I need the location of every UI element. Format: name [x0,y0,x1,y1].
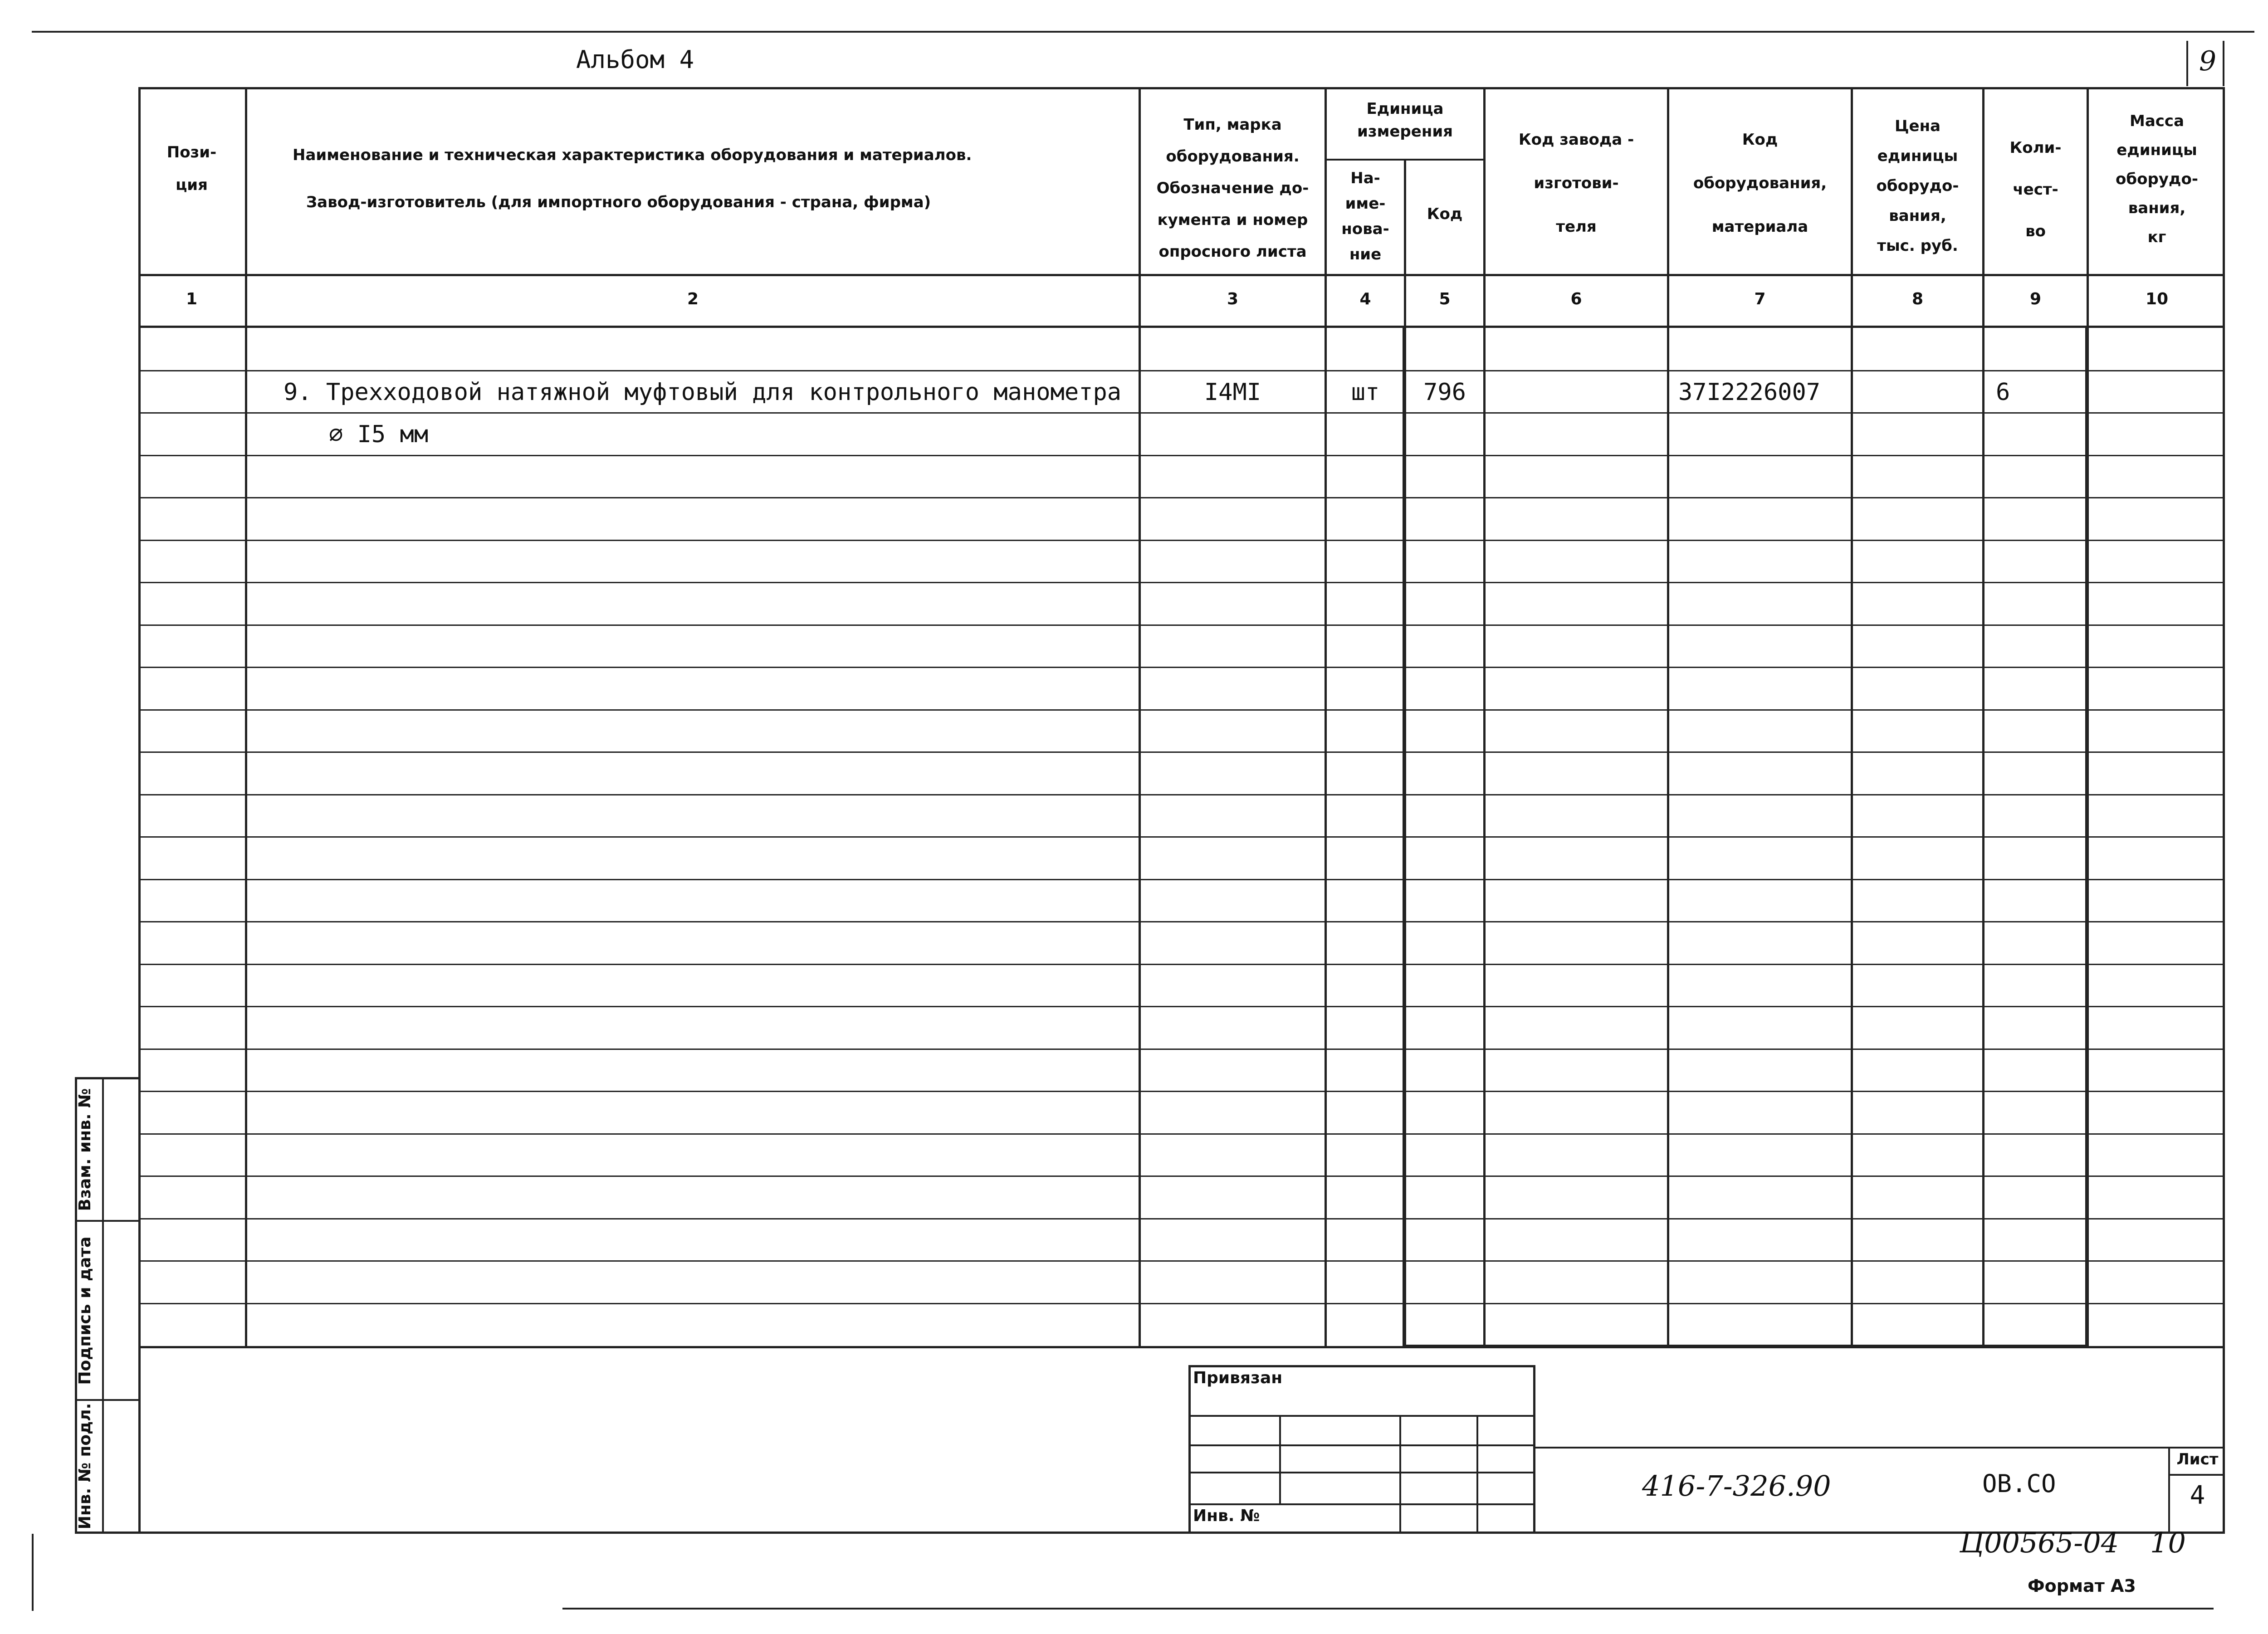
left-edge-mark [32,1534,34,1611]
colnum-7: 7 [1754,290,1766,308]
colnum-3: 3 [1227,290,1239,308]
header-qty-l2: чест- [2013,180,2058,199]
header-equipment-code [1669,118,1851,249]
side-stamp-divider-v [102,1077,104,1534]
privyazan-row-2 [1188,1444,1535,1446]
header-factory-l2: изготови- [1534,174,1619,192]
header-mass-l3: оборудо- [2116,170,2198,188]
top-border-line [32,31,2254,33]
colnum-1: 1 [186,290,198,308]
privyazan-label: Привязан [1193,1369,1283,1387]
header-quantity [1984,127,2087,252]
header-equip-l1: Код [1742,131,1778,149]
header-price [1853,111,1982,261]
colnum-10: 10 [2145,290,2169,308]
row-type: I4MI [1204,379,1261,406]
side-inv: Инв. № подл. [76,1403,94,1530]
row-name-cont: ∅ I5 мм [329,421,429,448]
header-mass-l4: вания, [2128,199,2186,217]
page-number: 9 [2199,45,2217,77]
album-label: Альбом 4 [576,45,694,74]
doc-mark: ОВ.СО [1982,1469,2056,1498]
header-position-line1: Пози- [166,143,217,161]
header-unit-name-l1: На- [1350,169,1380,187]
colnum-6: 6 [1570,290,1582,308]
header-unit-code [1406,200,1483,229]
header-position-line2: ция [176,176,208,194]
privyazan-row-3 [1188,1472,1535,1473]
colnum-9: 9 [2029,290,2042,308]
col-line-2 [1139,87,1141,1348]
header-type [1141,109,1325,268]
archive-sheet: 10 [2150,1526,2186,1559]
privyazan-row-1 [1188,1415,1535,1417]
header-mass-l5: кг [2147,228,2166,246]
privyazan-row-4 [1188,1503,1535,1505]
header-type-line4: кумента и номер [1157,211,1308,229]
thick-body-frame [1403,327,2088,1348]
inv-no-label: Инв. № [1193,1507,1260,1525]
header-price-l4: вания, [1889,207,1946,225]
row-unit-code: 796 [1423,379,1466,406]
side-podpis: Подпись и дата [76,1236,94,1385]
header-type-line3: Обозначение до- [1156,179,1309,197]
header-factory-code [1486,118,1667,249]
colnum-2: 2 [687,290,699,308]
header-price-l2: единицы [1877,147,1958,165]
header-equip-l2: оборудования, [1693,174,1827,192]
sheet-label: Лист [2176,1450,2219,1468]
unit-group-divider [1325,159,1486,161]
header-unit-group [1325,98,1486,143]
row-equipment-code: 37I2226007 [1678,379,1821,406]
format-label: Формат А3 [2028,1576,2136,1596]
header-mass [2089,107,2225,252]
header-price-l3: оборудо- [1876,177,1959,195]
colnum-8: 8 [1911,290,1924,308]
sheet-box-divider [2168,1474,2225,1476]
header-position [138,136,245,201]
bottom-border-line [562,1608,2214,1610]
header-name [247,132,1139,226]
archive-number: Ц00565-04 [1960,1526,2119,1559]
col-line-1 [245,87,247,1348]
header-price-l5: тыс. руб. [1877,237,1958,255]
header-unit-name-l2: име- [1345,195,1386,213]
header-name-line1: Наименование и техническая характеристика оборудования и материалов. [293,146,972,164]
doc-band-top [1535,1447,2225,1449]
header-unit-name [1327,166,1404,267]
header-type-line1: Тип, марка [1183,116,1282,134]
header-qty-l1: Коли- [2009,139,2062,157]
header-qty-l3: во [2025,222,2046,240]
header-name-line2: Завод-изготовитель (для импортного оборудования - страна, фирма) [306,193,931,211]
privyazan-col-3 [1476,1415,1478,1534]
header-unit-name-l4: ние [1349,245,1382,263]
privyazan-col-2 [1399,1415,1401,1534]
row-name: 9. Трехходовой натяжной муфтовый для контрольного манометра [284,379,1122,406]
side-vzam: Взам. инв. № [76,1088,94,1211]
header-unit-name-l3: нова- [1341,220,1389,238]
sheet-number: 4 [2190,1481,2205,1510]
colnum-5: 5 [1439,290,1451,308]
row-unit-name: шт [1351,379,1380,406]
header-unit-line2: измерения [1357,122,1453,141]
header-type-line2: оборудования. [1166,147,1300,166]
page-box-left [2186,41,2188,86]
header-factory-l1: Код завода - [1518,131,1634,149]
header-type-line5: опросного листа [1158,243,1307,261]
privyazan-col-1 [1279,1415,1281,1505]
header-bottom-line [138,274,2225,276]
header-factory-l3: теля [1556,218,1597,236]
header-mass-l1: Масса [2129,112,2185,130]
header-unit-code-l1: Код [1427,205,1463,223]
colnum-4: 4 [1359,290,1371,308]
header-unit-line1: Единица [1366,100,1444,118]
row-quantity: 6 [1996,379,2010,406]
col-line-3 [1325,87,1327,1348]
header-price-l1: Цена [1894,117,1941,135]
doc-code: 416-7-326.90 [1642,1469,1831,1502]
header-equip-l3: материала [1711,218,1809,236]
header-mass-l2: единицы [2116,141,2197,159]
